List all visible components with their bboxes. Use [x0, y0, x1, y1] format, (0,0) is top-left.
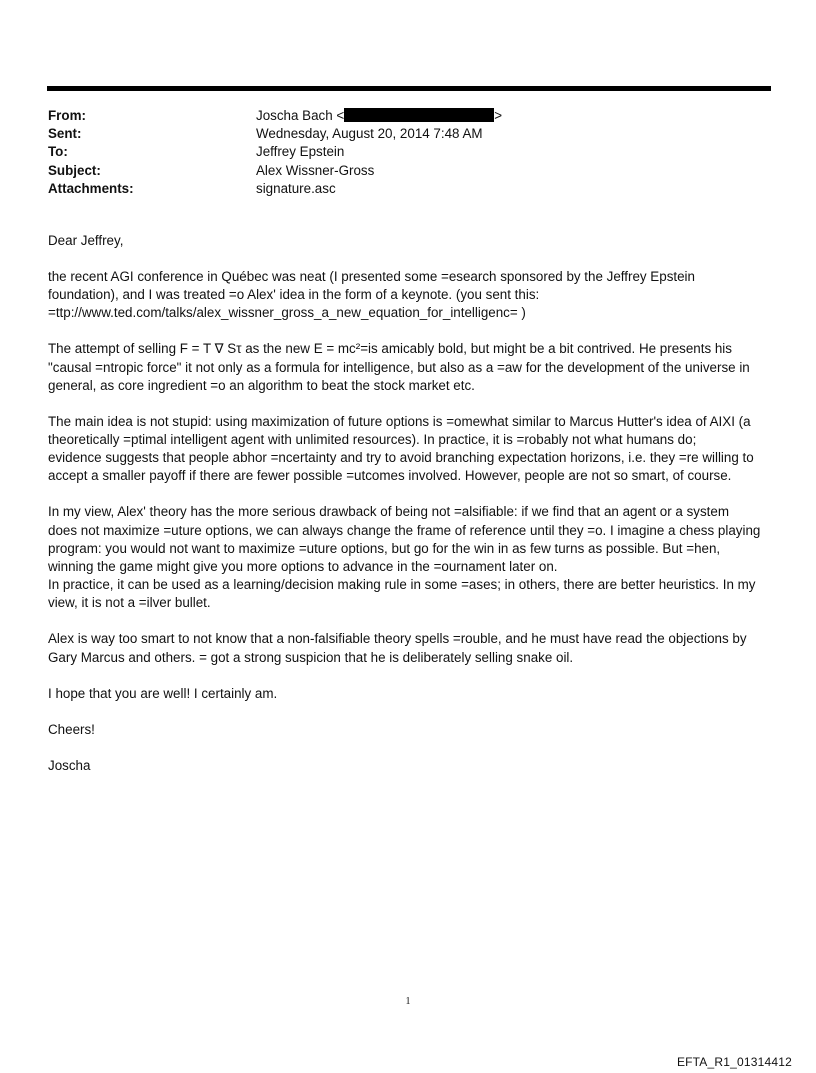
- from-label: From:: [48, 108, 86, 123]
- to-row: [48, 143, 748, 161]
- body-line: "causal =ntropic force" it not only as a formula for intelligence, but also as a =aw for the development of the universe in: [48, 359, 750, 375]
- body-line: =ttp://www.ted.com/talks/alex_wissner_gross_a_new_equation_for_intelligenc= ): [48, 305, 526, 321]
- body-paragraph-1: [48, 268, 768, 323]
- closing: Cheers!: [48, 721, 95, 737]
- body-line: foundation), and I was treated =o Alex' idea in the form of a keynote. (you sent this:: [48, 287, 540, 303]
- body-line: does not maximize =uture options, we can always change the frame of reference until they =o. I imagine a chess playing: [48, 522, 761, 538]
- body-line: program: you would not want to maximize =uture options, but go for the win in as few turns as possible. But =hen,: [48, 540, 721, 556]
- from-value: [256, 107, 748, 125]
- from-name: Joscha Bach <: [256, 108, 345, 123]
- redaction-block: [344, 108, 494, 122]
- signature: Joscha: [48, 757, 91, 773]
- attachments-label: Attachments:: [48, 180, 134, 196]
- to-value: Jeffrey Epstein: [256, 144, 345, 160]
- body-line: general, as core ingredient =o an algorithm to beat the stock market etc.: [48, 377, 475, 393]
- body-line: accept a smaller payoff if there are fewer possible =utcomes involved. However, people are not so smart, of course.: [48, 468, 732, 484]
- greeting: Dear Jeffrey,: [48, 233, 124, 248]
- to-label: To:: [48, 144, 68, 160]
- subject-row: [48, 162, 748, 180]
- body-line: evidence suggests that people abhor =ncertainty and try to avoid branching expectation horizons, i.e. they =re willing to: [48, 450, 754, 466]
- body-line: the recent AGI conference in Québec was neat (I presented some =esearch sponsored by the Jeffrey Epstein: [48, 269, 695, 284]
- body-paragraph-2: [48, 340, 768, 395]
- body-line: winning the game might give you more options to advance in the =ournament later on.: [48, 559, 558, 575]
- sent-label: Sent:: [48, 126, 82, 142]
- body-paragraph-4: [48, 503, 768, 612]
- sent-value: Wednesday, August 20, 2014 7:48 AM: [256, 126, 483, 142]
- body-line: Gary Marcus and others. = got a strong suspicion that he is deliberately selling snake oil.: [48, 649, 574, 665]
- attachments-row: [48, 180, 748, 198]
- body-paragraph-6: I hope that you are well! I certainly am.: [48, 685, 278, 701]
- body-line: In my view, Alex' theory has the more serious drawback of being not =alsifiable: if we find that an agent or a system: [48, 504, 729, 520]
- from-row: [48, 107, 748, 125]
- body-line: In practice, it can be used as a learning/decision making rule in some =ases; in others, there are better heuristics. In my: [48, 577, 756, 593]
- body-line: The main idea is not stupid: using maximization of future options is =omewhat similar to Marcus Hutter's idea of AIXI (a: [48, 413, 751, 429]
- subject-label: Subject:: [48, 162, 101, 178]
- body-paragraph-5: [48, 630, 768, 666]
- header-rule: [47, 86, 771, 91]
- subject-value: Alex Wissner-Gross: [256, 162, 375, 178]
- email-body: [48, 232, 768, 793]
- attachments-value: signature.asc: [256, 180, 336, 196]
- body-line: The attempt of selling F = T ∇ Sτ as the new E = mc²=is amicably bold, but might be a bit contrived. He presents his: [48, 341, 732, 357]
- body-paragraph-3: [48, 413, 768, 486]
- body-line: Alex is way too smart to not know that a non-falsifiable theory spells =rouble, and he must have read the objections by: [48, 631, 747, 647]
- email-header: [48, 107, 748, 198]
- body-line: theoretically =ptimal intelligent agent with unlimited resources). In practice, it is =robably not what humans do;: [48, 432, 697, 448]
- page-number: 1: [405, 996, 411, 1007]
- body-line: view, it is not a =ilver bullet.: [48, 595, 211, 611]
- sent-row: [48, 125, 748, 143]
- from-suffix: >: [494, 108, 503, 123]
- document-id: EFTA_R1_01314412: [676, 1055, 792, 1069]
